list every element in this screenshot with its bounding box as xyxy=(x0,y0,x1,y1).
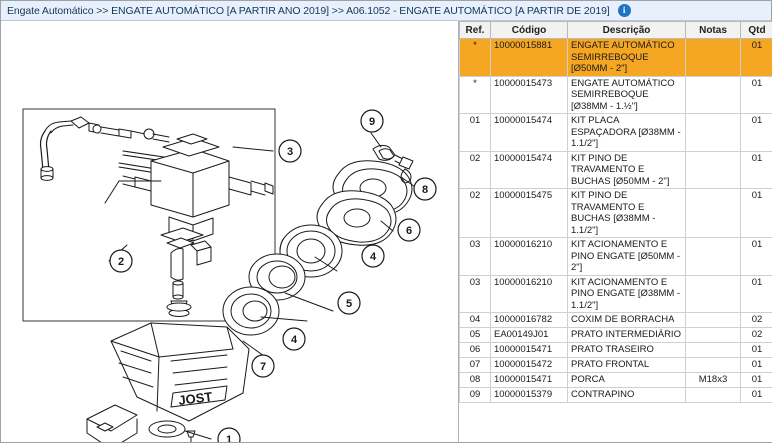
callout-3: 3 xyxy=(286,146,294,158)
cell-ref: 02 xyxy=(460,151,491,189)
cell-qtd: 01 xyxy=(741,114,772,152)
cell-notas xyxy=(686,114,741,152)
column-header-notas[interactable]: Notas xyxy=(686,22,741,39)
table-row[interactable] xyxy=(460,373,772,388)
cell-ref: 07 xyxy=(460,358,491,373)
column-header-qtd[interactable]: Qtd xyxy=(741,22,772,39)
cell-ref: * xyxy=(460,76,491,114)
callout-5: 5 xyxy=(345,298,353,310)
callout-4a: 4 xyxy=(369,251,377,263)
cell-qtd: 01 xyxy=(741,39,772,77)
table-row[interactable] xyxy=(460,39,772,77)
breadcrumb[interactable]: Engate Automático >> ENGATE AUTOMÁTICO [A PARTIR ANO 2019] >> A06.1052 - ENGATE AUTOMÁTICO [A PARTIR DE 2019] xyxy=(7,4,610,17)
cell-codigo: EA00149J01 xyxy=(491,328,568,343)
cell-descricao: KIT ACIONAMENTO E PINO ENGATE [Ø38MM - 1.1/2"] xyxy=(568,275,686,313)
callout-6: 6 xyxy=(405,225,413,237)
table-row[interactable] xyxy=(460,275,772,313)
table-row[interactable] xyxy=(460,114,772,152)
cell-notas xyxy=(686,358,741,373)
breadcrumb-bar xyxy=(1,1,771,21)
cell-codigo: 10000015474 xyxy=(491,114,568,152)
table-row[interactable] xyxy=(460,76,772,114)
callout-7: 7 xyxy=(259,361,267,373)
exploded-view-diagram[interactable] xyxy=(1,21,458,442)
callout-8: 8 xyxy=(421,184,429,196)
cell-notas xyxy=(686,39,741,77)
cell-notas xyxy=(686,189,741,238)
callout-4b: 4 xyxy=(290,334,298,346)
cell-codigo: 10000015474 xyxy=(491,151,568,189)
cell-descricao: PORCA xyxy=(568,373,686,388)
cell-notas xyxy=(686,343,741,358)
callout-1: 1 xyxy=(225,434,233,442)
table-row[interactable] xyxy=(460,313,772,328)
parts-table-body xyxy=(460,39,772,403)
column-header-codigo[interactable]: Código xyxy=(491,22,568,39)
cell-notas xyxy=(686,275,741,313)
cell-ref: 04 xyxy=(460,313,491,328)
cell-notas xyxy=(686,151,741,189)
table-row[interactable] xyxy=(460,343,772,358)
cell-descricao: CONTRAPINO xyxy=(568,388,686,403)
cell-qtd: 01 xyxy=(741,275,772,313)
cell-qtd: 01 xyxy=(741,373,772,388)
cell-descricao: KIT PLACA ESPAÇADORA [Ø38MM - 1.1/2"] xyxy=(568,114,686,152)
cell-codigo: 10000015379 xyxy=(491,388,568,403)
cell-codigo: 10000015471 xyxy=(491,343,568,358)
cell-notas: M18x3 xyxy=(686,373,741,388)
cell-qtd: 01 xyxy=(741,358,772,373)
parts-table xyxy=(459,21,772,403)
cell-qtd: 01 xyxy=(741,388,772,403)
cell-codigo: 10000015473 xyxy=(491,76,568,114)
cell-qtd: 01 xyxy=(741,76,772,114)
info-icon[interactable]: i xyxy=(618,4,631,17)
cell-descricao: ENGATE AUTOMÁTICO SEMIRREBOQUE [Ø50MM - 2"] xyxy=(568,39,686,77)
cell-descricao: KIT PINO DE TRAVAMENTO E BUCHAS [Ø50MM - 2"] xyxy=(568,151,686,189)
cell-qtd: 01 xyxy=(741,189,772,238)
cell-descricao: PRATO INTERMEDIÁRIO xyxy=(568,328,686,343)
cell-ref: 09 xyxy=(460,388,491,403)
cell-notas xyxy=(686,328,741,343)
cell-notas xyxy=(686,238,741,276)
cell-qtd: 02 xyxy=(741,328,772,343)
cell-descricao: KIT ACIONAMENTO E PINO ENGATE [Ø50MM - 2"] xyxy=(568,238,686,276)
cell-codigo: 10000015881 xyxy=(491,39,568,77)
cell-ref: 02 xyxy=(460,189,491,238)
table-row[interactable] xyxy=(460,328,772,343)
cell-notas xyxy=(686,313,741,328)
cell-codigo: 10000015472 xyxy=(491,358,568,373)
cell-ref: 03 xyxy=(460,238,491,276)
cell-descricao: ENGATE AUTOMÁTICO SEMIRREBOQUE [Ø38MM - 1.½"] xyxy=(568,76,686,114)
cell-codigo: 10000015475 xyxy=(491,189,568,238)
brand-label: JOST xyxy=(177,388,214,408)
parts-table-pane[interactable] xyxy=(458,21,772,442)
cell-codigo: 10000016210 xyxy=(491,275,568,313)
cell-descricao: PRATO TRASEIRO xyxy=(568,343,686,358)
cell-codigo: 10000015471 xyxy=(491,373,568,388)
column-header-descricao[interactable]: Descrição xyxy=(568,22,686,39)
table-row[interactable] xyxy=(460,151,772,189)
callout-2: 2 xyxy=(117,256,125,268)
cell-qtd: 01 xyxy=(741,343,772,358)
table-header-row xyxy=(460,22,772,39)
cell-descricao: KIT PINO DE TRAVAMENTO E BUCHAS [Ø38MM - 1.1/2"] xyxy=(568,189,686,238)
table-row[interactable] xyxy=(460,388,772,403)
cell-ref: 06 xyxy=(460,343,491,358)
cell-notas xyxy=(686,76,741,114)
cell-notas xyxy=(686,388,741,403)
table-row[interactable] xyxy=(460,358,772,373)
cell-ref: 03 xyxy=(460,275,491,313)
table-row[interactable] xyxy=(460,238,772,276)
cell-codigo: 10000016210 xyxy=(491,238,568,276)
cell-codigo: 10000016782 xyxy=(491,313,568,328)
cell-qtd: 02 xyxy=(741,313,772,328)
cell-qtd: 01 xyxy=(741,151,772,189)
table-row[interactable] xyxy=(460,189,772,238)
cell-ref: 08 xyxy=(460,373,491,388)
cell-descricao: PRATO FRONTAL xyxy=(568,358,686,373)
column-header-ref[interactable]: Ref. xyxy=(460,22,491,39)
cell-ref: * xyxy=(460,39,491,77)
callout-9: 9 xyxy=(368,116,376,128)
cell-qtd: 01 xyxy=(741,238,772,276)
cell-ref: 01 xyxy=(460,114,491,152)
cell-ref: 05 xyxy=(460,328,491,343)
cell-descricao: COXIM DE BORRACHA xyxy=(568,313,686,328)
content-area xyxy=(1,21,771,442)
